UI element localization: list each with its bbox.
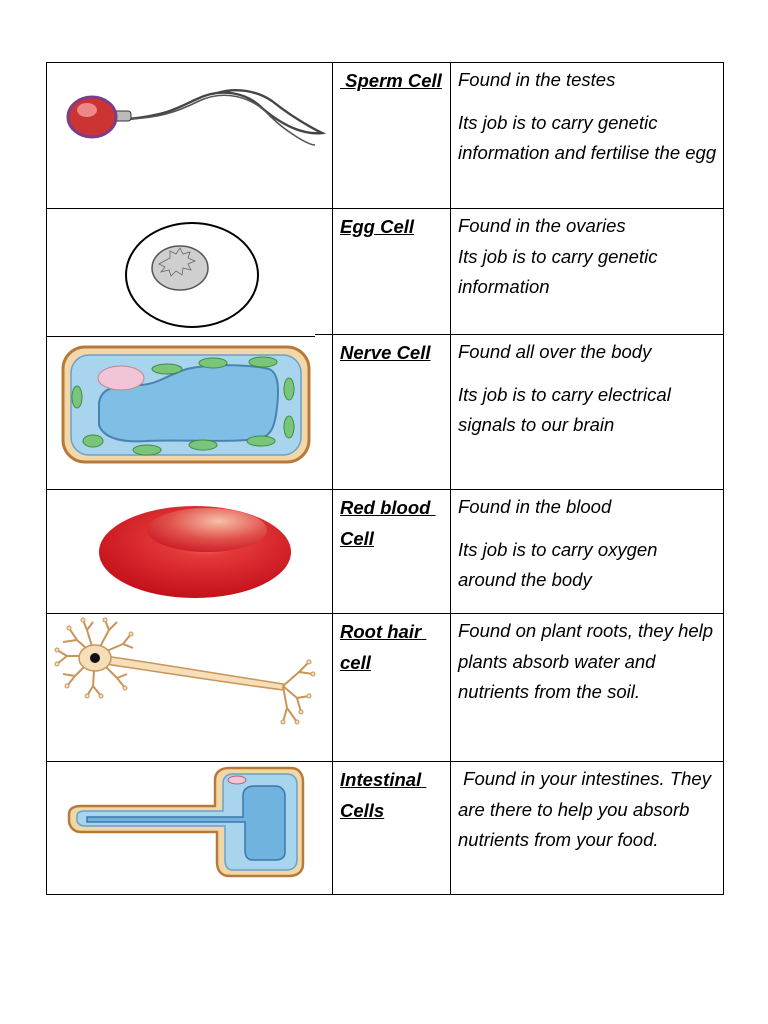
table-row (47, 335, 723, 490)
cell-name (332, 335, 450, 489)
cell-name-text: Red blood Cell (340, 497, 436, 549)
intestinal-cell-icon (47, 762, 332, 894)
location-text: Found in the ovaries (458, 215, 626, 236)
description-text: Found in your intestines. They are there to help you absorb nutrients from your food. (458, 768, 717, 850)
job-text: Its job is to carry genetic information and fertilise the egg (458, 111, 717, 163)
location-text: Found in the testes (458, 69, 616, 90)
table-row (47, 63, 723, 209)
image-cell (47, 63, 332, 208)
cell-description (450, 614, 723, 761)
image-cell (47, 490, 332, 613)
image-cell (47, 209, 332, 334)
cell-description (450, 335, 723, 489)
cell-description (450, 762, 723, 894)
cell-types-table (46, 62, 724, 895)
image-cell (47, 614, 332, 761)
table-row (47, 209, 723, 335)
image-cell (47, 335, 332, 489)
cell-description (450, 490, 723, 613)
image-overlap (47, 334, 315, 337)
cell-name-text: Nerve Cell (340, 342, 431, 363)
cell-description (450, 209, 723, 334)
red-blood-cell-icon (47, 490, 332, 614)
cell-name-text: Sperm Cell (340, 70, 442, 91)
table-row (47, 490, 723, 614)
table-row (47, 762, 723, 894)
cell-name (332, 209, 450, 334)
egg-cell-icon (47, 209, 332, 335)
plant-cell-icon (47, 335, 332, 490)
table-row (47, 614, 723, 762)
location-text: Found in the blood (458, 496, 612, 517)
sperm-cell-icon (47, 63, 332, 209)
cell-name-text: Egg Cell (340, 216, 415, 237)
neuron-icon (47, 614, 332, 762)
image-cell (47, 762, 332, 894)
cell-name-text: Root hair cell (340, 621, 427, 673)
cell-name (332, 490, 450, 613)
location-text: Found all over the body (458, 341, 652, 362)
description-text: Found on plant roots, they help plants absorb water and nutrients from the soil. (458, 620, 719, 702)
cell-name (332, 614, 450, 761)
cell-name (332, 63, 450, 208)
cell-name (332, 762, 450, 894)
job-text: Its job is to carry electrical signals to our brain (458, 383, 676, 435)
cell-description (450, 63, 723, 208)
job-text: Its job is to carry oxygen around the body (458, 538, 663, 590)
cell-name-text: Intestinal Cells (340, 769, 427, 821)
job-text: Its job is to carry genetic information (458, 245, 663, 297)
